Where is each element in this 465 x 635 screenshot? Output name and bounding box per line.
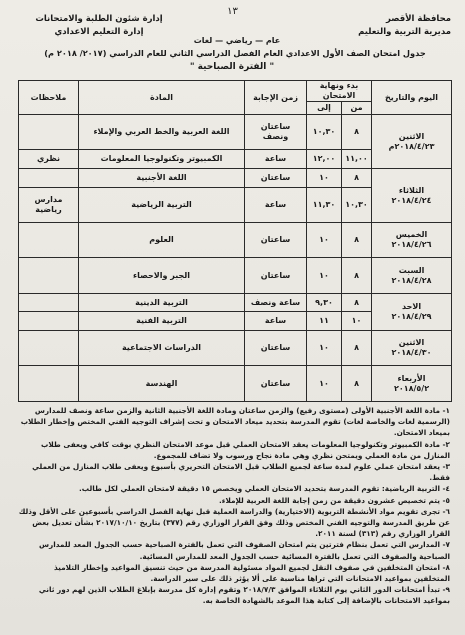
note-item: ٧- المدارس التي تعمل بنظام فترتين يتم امتحان الصفوف التي تعمل بالفترة الصباحية حسب الجدول المعد للمدارس الصباحية والصفوف التي تعمل بالفترة المسائية حسب الجدول المعد للمدارس المسائية. (38, 540, 450, 561)
header-time-group: بدء ونهاية الامتحان (307, 81, 372, 102)
header-to: إلى (307, 102, 342, 115)
cell-duration: ساعتان ونصف (245, 115, 307, 150)
header-right (301, 13, 451, 39)
cell-to: ١٠,٣٠ (307, 115, 342, 150)
table-row (19, 115, 452, 150)
cell-to: ٩,٣٠ (307, 293, 342, 312)
cell-note: مدارس رياضية (19, 187, 79, 222)
cell-to: ١٠ (307, 258, 342, 293)
header-left (24, 13, 174, 39)
note-item: ٦- تجرى تقويم مواد الأنشطة التربوية (الاختيارية) والدراسة العملية قبل نهاية الفصل الدراسي بأسبوعين على الأقل وذلك عن طريق المدرسة والتوجيه الفني المختص وذلك وفق القرار الوزاري رقم (٣٧٧) بتاريخ ٢٠١٧/١٠/١٠ بشأن تعديل بعض القرار الوزاري رقم (٣١٣) لسنة ٢٠١١. (18, 506, 450, 539)
cell-to: ١٠ (307, 366, 342, 402)
document-title: جدول امتحان الصف الأول الاعدادي العام الفصل الدراسي الثاني للعام الدراسي (٢٠١٧/ ٢٠١٨ م) (44, 48, 426, 58)
day-date: ٢٠١٨/٤/٢٩ (391, 311, 432, 321)
day-date: ٢٠١٨/٤/٢٦ (391, 240, 432, 250)
cell-from: ٨ (342, 366, 372, 402)
governorate: محافظة الأقصر (385, 14, 451, 24)
cell-subject: العلوم (79, 223, 245, 258)
day-name: الثلاثاء (398, 185, 425, 195)
schedule-table-wrap (18, 80, 451, 402)
cell-subject: التربية الرياضية (79, 187, 245, 222)
note-item: ٨- امتحان المتخلفين في صفوف النقل لجميع المواد مسئولية المدرسة من حيث تنسيق المواعيد وإخطار التلاميذ المتخلفين بمواعيد الامتحانات التي تراها مناسبة على ألا يؤثر ذلك على سير الدراسة. (53, 562, 450, 584)
cell-to: ١١,٣٠ (307, 187, 342, 222)
day-cell (372, 115, 452, 169)
cell-duration: ساعتان (245, 366, 307, 402)
cell-from: ٨ (342, 223, 372, 258)
table-row (19, 169, 452, 188)
notes-section (16, 405, 450, 631)
day-date: ٢٠١٨/٤/٣٠ (391, 348, 432, 358)
directorate: مديرية التربية والتعليم (358, 27, 451, 37)
note-item: ٤- التربية الرياضية: تقوم المدرسة بتحديد الامتحان العملي ويخصص ١٥ دقيقة لامتحان العملي لكل طالب. (79, 484, 450, 494)
note-item: ٣- يعقد امتحان عملي علوم لمدة ساعة لجميع الطلاب قبل الامتحان التحريري بأسبوع ويعفى طلاب المنازل من العملي فقط. (32, 462, 450, 483)
cell-duration: ساعة ونصف (245, 293, 307, 312)
day-name: الاثنين (398, 131, 425, 141)
day-date: ٢٠١٨/٥/٢ (393, 383, 430, 393)
note-item: ١- مادة اللغة الأجنبية الأولى (مستوى رفيع) والزمن ساعتان ومادة اللغة الأجنبية الثانية والزمن ساعة ونصف للمدارس (الرسمية لغات والخاصة لغات) تقوم المدرسة بتحديد ميعاد الامتحان و تحت إشراف التوجيه الفني المختص وإخطار الطلاب بميعاد الامتحان. (20, 406, 450, 438)
cell-subject: اللغة العربية والخط العربي والإملاء (79, 115, 245, 150)
cell-from: ٨ (342, 115, 372, 150)
day-name: الاثنين (398, 338, 425, 348)
day-cell (372, 258, 452, 293)
table-row (19, 223, 452, 258)
cell-note (19, 366, 79, 402)
day-name: السبت (398, 265, 425, 275)
day-cell (372, 169, 452, 223)
header-day: اليوم والتاريخ (372, 81, 452, 115)
day-cell (372, 223, 452, 258)
day-name: الخميس (395, 230, 428, 240)
day-name: الأربعاء (397, 373, 426, 383)
cell-note (19, 258, 79, 293)
cell-subject: التربية الدينية (79, 293, 245, 312)
note-item: ٩- تبدأ امتحانات الدور الثاني يوم الثلاثاء الموافق ٢٠١٨/٧/٣ وتقوم إدارة كل مدرسة بإبلاغ الطلاب الذين لهم دور ثاني بمواعيد الامتحانات بالإضافة إلى كتابة هذا الموعد بالشهادة الخاصة به. (38, 585, 450, 606)
cell-note (19, 223, 79, 258)
cell-duration: ساعة (245, 312, 307, 331)
cell-subject: الهندسة (79, 366, 245, 402)
day-name: الاحد (401, 301, 422, 311)
cell-note (19, 169, 79, 188)
table-row (19, 366, 452, 402)
cell-note (19, 293, 79, 312)
header-sections: عام — رياضي — لغات (193, 36, 281, 45)
cell-to: ١٠ (307, 223, 342, 258)
note-item: ٢- مادة الكمبيوتر وتكنولوجيا المعلومات يعقد الامتحان العملي قبل موعد الامتحان النظري بوقت كافي ويعفى طلاب المنازل من مادة العملي ويمتحن نظري وهي مادة نجاح ورسوب ولا تضاف للمجموع. (41, 439, 450, 460)
cell-duration: ساعة (245, 150, 307, 169)
cell-subject: الكمبيوتر وتكنولوجيا المعلومات (79, 150, 245, 169)
exam-schedule-table (18, 80, 452, 402)
table-row (19, 258, 452, 293)
cell-to: ١١ (307, 312, 342, 331)
day-date: ٢٠١٨/٤/٢٨ (391, 275, 432, 285)
cell-from: ١١,٠٠ (342, 150, 372, 169)
cell-from: ٨ (342, 331, 372, 366)
cell-note (19, 115, 79, 150)
cell-from: ١٠,٣٠ (342, 187, 372, 222)
header-from: من (342, 102, 372, 115)
cell-subject: الدراسات الاجتماعية (79, 331, 245, 366)
day-date: ٢٠١٨/٤/٢٤ (391, 195, 432, 205)
cell-duration: ساعتان (245, 331, 307, 366)
cell-note: نظري (19, 150, 79, 169)
day-cell (372, 331, 452, 366)
cell-duration: ساعتان (245, 258, 307, 293)
cell-from: ١٠ (342, 312, 372, 331)
cell-duration: ساعتان (245, 223, 307, 258)
cell-from: ٨ (342, 293, 372, 312)
cell-from: ٨ (342, 258, 372, 293)
header-notes: ملاحظات (19, 81, 79, 115)
day-date: ٢٠١٨/٤/٢٣م (388, 141, 435, 151)
cell-note (19, 312, 79, 331)
header-subject: المادة (79, 81, 245, 115)
page-number: ١٣ (227, 6, 238, 17)
cell-from: ٨ (342, 169, 372, 188)
cell-duration: ساعتان (245, 169, 307, 188)
note-item: ٥- يتم تخصيص عشرون دقيقة من زمن إجابة اللغة العربية للإملاء. (218, 495, 450, 505)
cell-to: ١٢,٠٠ (307, 150, 342, 169)
table-row (19, 293, 452, 312)
header-duration: زمن الإجابة (245, 81, 307, 115)
exams-department: إدارة شئون الطلبة والامتحانات (35, 14, 163, 24)
period-label: " الفترة الصباحية " (189, 62, 275, 72)
cell-subject: التربية الفنية (79, 312, 245, 331)
table-row (19, 331, 452, 366)
day-cell (372, 366, 452, 402)
cell-note (19, 331, 79, 366)
cell-subject: اللغة الأجنبية (79, 169, 245, 188)
prep-education-department: إدارة التعليم الاعدادي (54, 27, 144, 37)
cell-subject: الجبر والاحصاء (79, 258, 245, 293)
cell-duration: ساعة (245, 187, 307, 222)
day-cell (372, 293, 452, 330)
cell-to: ١٠ (307, 169, 342, 188)
cell-to: ١٠ (307, 331, 342, 366)
